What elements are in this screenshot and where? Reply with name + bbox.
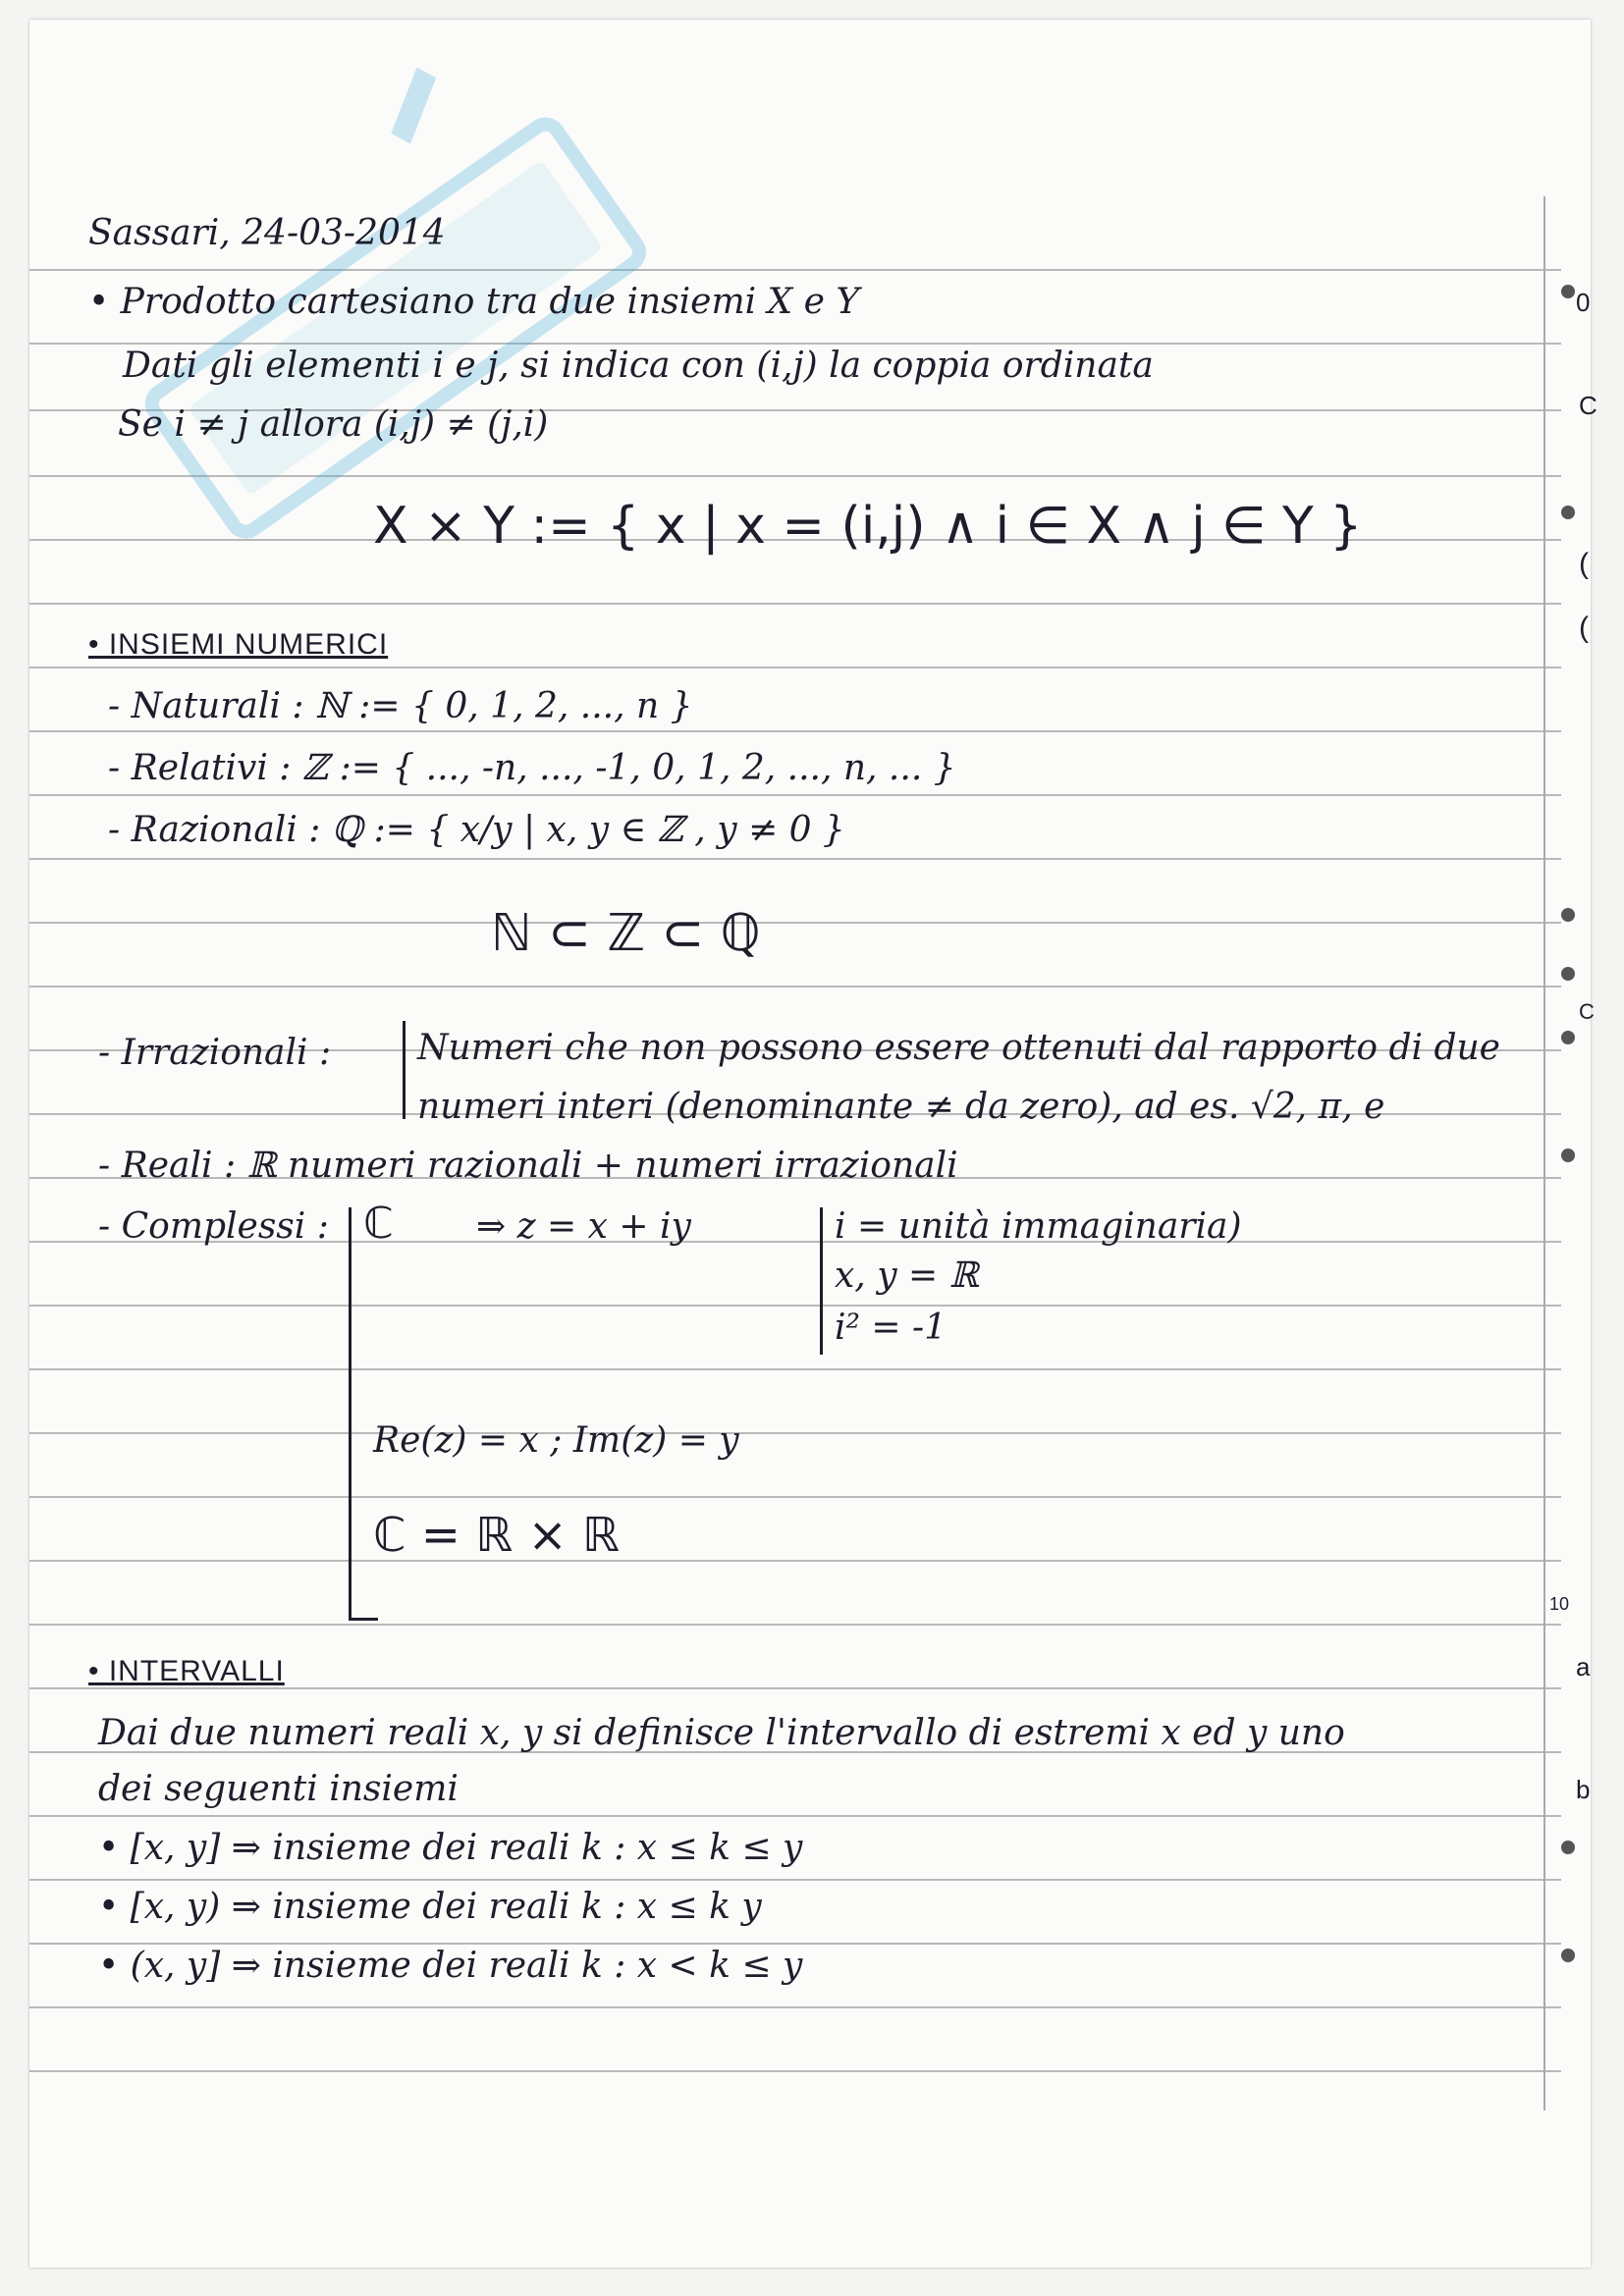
complessi-brace <box>349 1207 352 1620</box>
complessi-set: ℂ <box>363 1199 394 1249</box>
intervals-line-1: Dai due numeri reali x, y si definisce l'intervallo di estremi x ed y uno <box>98 1713 1345 1753</box>
complessi-def: ⇒ z = x + iy <box>476 1206 691 1247</box>
re-im-line: Re(z) = x ; Im(z) = y <box>373 1420 739 1461</box>
numeric-sets-heading: • INSIEMI NUMERICI <box>88 628 389 661</box>
intervals-line-2: dei seguenti insiemi <box>98 1769 459 1809</box>
complessi-cond-bracket <box>820 1207 823 1355</box>
margin-line <box>1543 196 1545 2110</box>
punch-hole <box>1561 506 1575 519</box>
intervals-heading: • INTERVALLI <box>88 1655 285 1687</box>
punch-hole <box>1561 1148 1575 1162</box>
irrazionali-label: - Irrazionali : <box>98 1033 332 1073</box>
complessi-cond-3: i² = -1 <box>835 1308 947 1348</box>
interval-half-open-left: • (x, y] ⇒ insieme dei reali k : x < k ≤ y <box>98 1946 803 1986</box>
irrazionali-line-1: Numeri che non possono essere ottenuti dal rapporto di due <box>417 1028 1500 1068</box>
punch-hole <box>1561 967 1575 981</box>
interval-closed: • [x, y] ⇒ insieme dei reali k : x ≤ k ≤ y <box>98 1828 803 1868</box>
punch-hole <box>1561 285 1575 298</box>
naturali-line: - Naturali : ℕ := { 0, 1, 2, ..., n } <box>108 686 693 726</box>
reali-line: - Reali : ℝ numeri razionali + numeri irrazionali <box>98 1146 958 1186</box>
margin-mark: C <box>1579 999 1595 1024</box>
complessi-cond-2: x, y = ℝ <box>835 1255 979 1296</box>
punch-hole <box>1561 1031 1575 1044</box>
complessi-cond-1: i = unità immaginaria) <box>835 1206 1242 1247</box>
note-date: Sassari, 24-03-2014 <box>88 213 446 253</box>
cartesian-formula: X × Y := { x | x = (i,j) ∧ i ∈ X ∧ j ∈ Y } <box>373 497 1363 556</box>
complessi-label: - Complessi : <box>98 1206 329 1247</box>
c-equals-rxr: ℂ = ℝ × ℝ <box>373 1508 621 1563</box>
margin-mark: a <box>1576 1652 1591 1682</box>
cartesian-line-2: Se i ≠ j allora (i,j) ≠ (j,i) <box>118 404 549 445</box>
punch-hole <box>1561 1949 1575 1962</box>
irrazionali-line-2: numeri interi (denominante ≠ da zero), ad es. √2, π, e <box>417 1087 1385 1127</box>
cartesian-heading: • Prodotto cartesiano tra due insiemi X e Y <box>88 282 860 322</box>
interval-half-open-right: • [x, y) ⇒ insieme dei reali k : x ≤ k y <box>98 1887 762 1927</box>
margin-mark: b <box>1576 1775 1591 1804</box>
margin-mark: ( <box>1579 612 1589 644</box>
margin-mark: 10 <box>1549 1594 1570 1614</box>
relativi-line: - Relativi : ℤ := { ..., -n, ..., -1, 0, 1, 2, ..., n, ... } <box>108 748 956 788</box>
inclusion-formula: ℕ ⊂ ℤ ⊂ ℚ <box>491 904 761 963</box>
punch-hole <box>1561 1841 1575 1854</box>
margin-mark: ( <box>1579 548 1589 580</box>
irrazionali-bar <box>403 1021 406 1119</box>
cartesian-line-1: Dati gli elementi i e j, si indica con (i,j) la coppia ordinata <box>123 346 1154 386</box>
razionali-line: - Razionali : ℚ := { x/y | x, y ∈ ℤ , y ≠ 0 } <box>108 810 845 850</box>
punch-hole <box>1561 908 1575 922</box>
complessi-brace-foot <box>349 1618 378 1621</box>
margin-mark: C <box>1579 391 1597 420</box>
notebook-page <box>29 20 1597 2268</box>
margin-mark: 0 <box>1576 288 1591 317</box>
